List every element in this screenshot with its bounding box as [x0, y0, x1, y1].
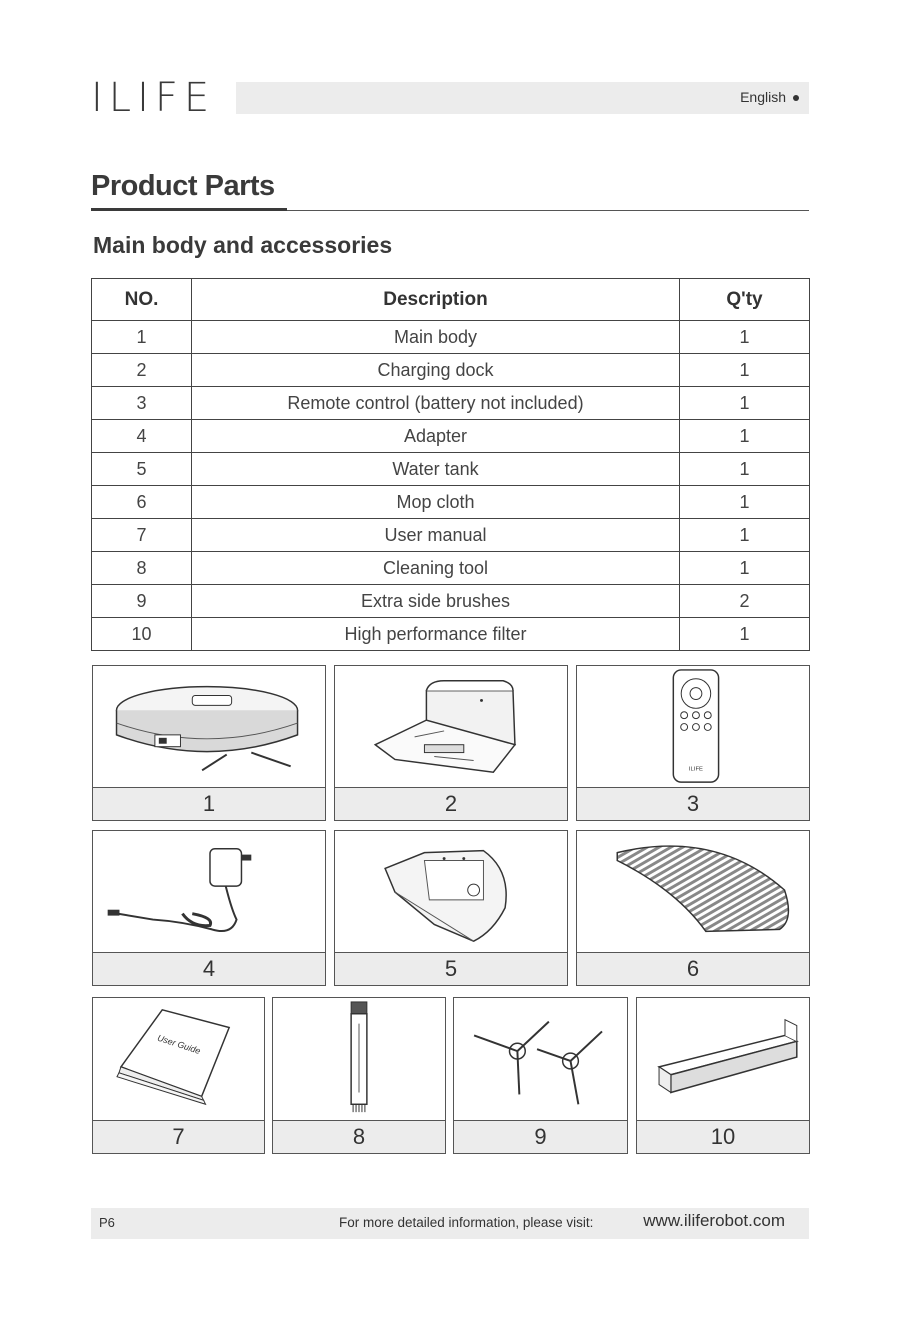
cell-no: 4 [92, 420, 192, 453]
table-row [92, 420, 810, 453]
side-brushes-icon [454, 998, 627, 1121]
part-card-filter [636, 997, 810, 1154]
cell-description: High performance filter [192, 618, 680, 651]
table-row [92, 387, 810, 420]
table-row [92, 618, 810, 651]
part-number-label: 5 [335, 952, 567, 985]
table-row [92, 552, 810, 585]
cell-qty: 1 [680, 552, 810, 585]
user-manual-icon [93, 998, 264, 1121]
cell-qty: 2 [680, 585, 810, 618]
cell-description: Mop cloth [192, 486, 680, 519]
table-row [92, 486, 810, 519]
part-number-label: 10 [637, 1120, 809, 1153]
water-tank-icon [335, 831, 567, 953]
cell-qty: 1 [680, 453, 810, 486]
page-number: P6 [99, 1215, 115, 1230]
footer-bar [91, 1208, 809, 1239]
website-link[interactable]: www.iliferobot.com [643, 1211, 785, 1230]
subsection-title: Main body and accessories [93, 232, 393, 258]
cell-no: 1 [92, 321, 192, 354]
header-bar [236, 82, 809, 114]
part-card-side-brushes [453, 997, 628, 1154]
language-label: English [740, 89, 786, 105]
cell-description: Main body [192, 321, 680, 354]
cell-qty: 1 [680, 321, 810, 354]
language-indicator [740, 89, 799, 105]
cell-no: 3 [92, 387, 192, 420]
part-card-user-manual [92, 997, 265, 1154]
header-description: Description [192, 279, 680, 321]
cell-qty: 1 [680, 387, 810, 420]
bullet-icon [793, 95, 799, 101]
adapter-icon [93, 831, 325, 953]
part-card-charging-dock [334, 665, 568, 821]
brand-logo: ILIFE [91, 75, 216, 121]
header-no: NO. [92, 279, 192, 321]
part-number-label: 7 [93, 1120, 264, 1153]
table-row [92, 519, 810, 552]
table-row [92, 354, 810, 387]
part-number-label: 8 [273, 1120, 445, 1153]
cell-no: 7 [92, 519, 192, 552]
part-card-main-body [92, 665, 326, 821]
title-underline [91, 208, 287, 211]
cell-qty: 1 [680, 519, 810, 552]
charging-dock-icon [335, 666, 567, 788]
cell-description: Remote control (battery not included) [192, 387, 680, 420]
part-number-label: 9 [454, 1120, 627, 1153]
part-card-adapter [92, 830, 326, 986]
cleaning-tool-icon [273, 998, 445, 1121]
cell-description: Cleaning tool [192, 552, 680, 585]
part-number-label: 6 [577, 952, 809, 985]
table-row [92, 585, 810, 618]
cell-description: Extra side brushes [192, 585, 680, 618]
footer-info-text: For more detailed information, please visit: [339, 1215, 594, 1230]
table-row [92, 321, 810, 354]
cell-description: User manual [192, 519, 680, 552]
part-number-label: 1 [93, 787, 325, 820]
header-qty: Q'ty [680, 279, 810, 321]
cell-no: 2 [92, 354, 192, 387]
manual-cover-text: User Guide [156, 1032, 202, 1057]
remote-brand-text: ILIFE [688, 766, 703, 773]
table-row [92, 453, 810, 486]
cell-qty: 1 [680, 618, 810, 651]
cell-no: 5 [92, 453, 192, 486]
divider [287, 210, 809, 211]
cell-no: 8 [92, 552, 192, 585]
part-number-label: 3 [577, 787, 809, 820]
part-card-remote-control [576, 665, 810, 821]
cell-description: Water tank [192, 453, 680, 486]
cell-qty: 1 [680, 486, 810, 519]
part-card-cleaning-tool [272, 997, 446, 1154]
section-title: Product Parts [91, 170, 275, 202]
cell-no: 10 [92, 618, 192, 651]
part-number-label: 4 [93, 952, 325, 985]
part-card-mop-cloth [576, 830, 810, 986]
cell-qty: 1 [680, 354, 810, 387]
part-number-label: 2 [335, 787, 567, 820]
robot-vacuum-icon [93, 666, 325, 788]
cell-description: Adapter [192, 420, 680, 453]
part-card-water-tank [334, 830, 568, 986]
cell-no: 6 [92, 486, 192, 519]
parts-table [91, 278, 810, 651]
cell-description: Charging dock [192, 354, 680, 387]
cell-no: 9 [92, 585, 192, 618]
remote-control-icon [577, 666, 809, 788]
filter-icon [637, 998, 809, 1121]
table-header-row [92, 279, 810, 321]
cell-qty: 1 [680, 420, 810, 453]
mop-cloth-icon [577, 831, 809, 953]
